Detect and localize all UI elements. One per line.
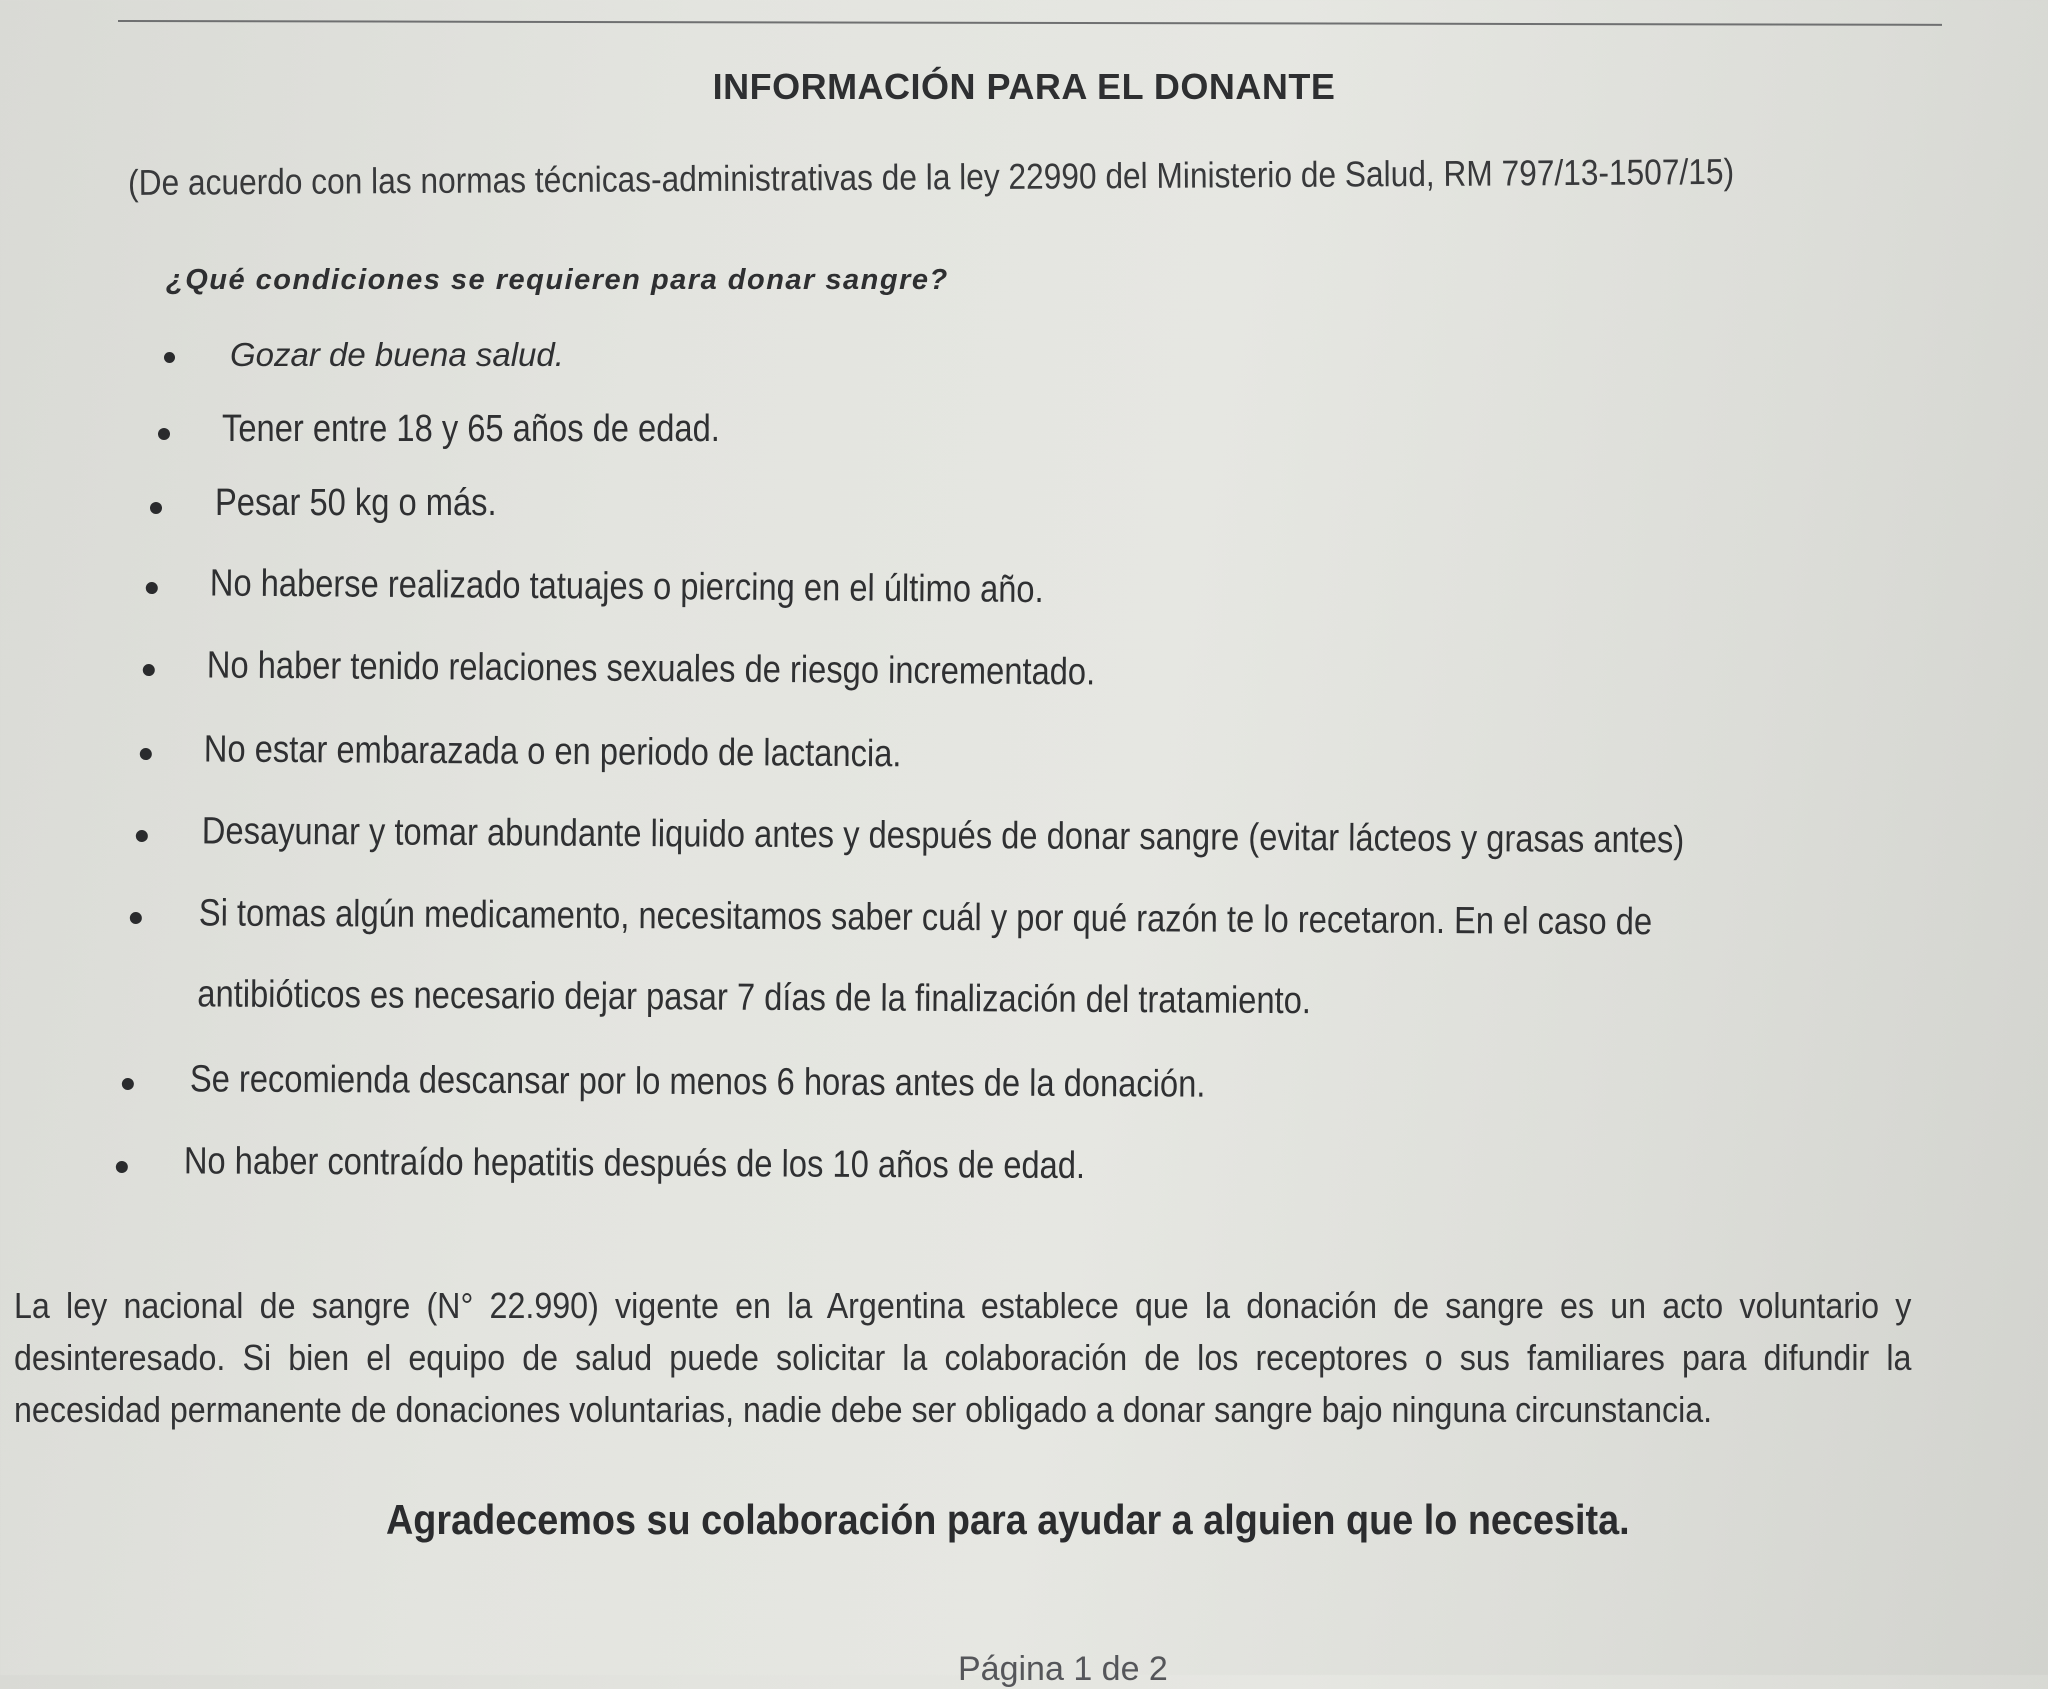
list-item-text: No haber tenido relaciones sexuales de riesgo incrementado. [206, 644, 1096, 694]
law-paragraph: La ley nacional de sangre (N° 22.990) vigente en la Argentina establece que la donación de sangre es un acto voluntario y desinteresado. Si bien el equipo de salud puede solicitar la colaboración de los receptores o sus familiares para difundir la necesidad permanente de donaciones voluntarias, nadie debe ser obligado a donar sangre bajo ninguna circunstancia. [14, 1285, 1912, 1430]
list-item [158, 408, 801, 451]
bullet-icon [130, 912, 142, 924]
document-title: INFORMACIÓN PARA EL DONANTE [712, 66, 1336, 107]
list-item [150, 482, 542, 525]
bullet-icon [158, 428, 170, 440]
list-item-text: Si tomas algún medicamento, necesitamos saber cuál y por qué razón te lo recetaron. En el caso de [198, 892, 1653, 944]
list-item-text: Tener entre 18 y 65 años de edad. [222, 408, 720, 450]
list-item-text-continued: antibióticos es necesario dejar pasar 7 días de la finalización del tratamiento. [197, 973, 1312, 1023]
bullet-icon [116, 1161, 128, 1173]
document-subtitle: (De acuerdo con las normas técnicas-administrativas de la ley 22990 del Ministerio de Salud, RM 797/13-1507/15) [128, 150, 1735, 203]
list-item-text: Desayunar y tomar abundante liquido antes y después de donar sangre (evitar lácteos y grasas antes) [201, 810, 1685, 862]
page-number: Página 1 de 2 [958, 1650, 1168, 1688]
list-item-text: No haber contraído hepatitis después de los 10 años de edad. [183, 1140, 1086, 1188]
list-item-text: Pesar 50 kg o más. [215, 482, 497, 524]
list-item [116, 1140, 1232, 1189]
list-item [136, 810, 1926, 864]
bullet-icon [122, 1078, 134, 1090]
list-item [143, 644, 1240, 696]
list-item-text: No estar embarazada o en periodo de lactancia. [203, 728, 902, 776]
top-divider [118, 20, 1942, 26]
requirements-question: ¿Qué condiciones se requieren para donar sangre? [166, 264, 949, 296]
list-item [122, 1058, 1371, 1108]
list-item-text: Gozar de buena salud. [230, 336, 564, 373]
bullet-icon [143, 664, 155, 676]
list-item-text: Se recomienda descansar por lo menos 6 horas antes de la donación. [189, 1058, 1206, 1106]
list-item [129, 892, 1889, 1027]
bullet-icon [164, 352, 175, 363]
bullet-icon [136, 830, 148, 842]
bullet-icon [150, 502, 162, 514]
list-item [146, 562, 1180, 613]
bullet-icon [146, 582, 158, 594]
list-item [164, 336, 564, 374]
list-item [140, 728, 1015, 777]
bullet-icon [140, 748, 152, 760]
thanks-message: Agradecemos su colaboración para ayudar a alguien que lo necesita. [386, 1496, 1630, 1543]
list-item-text: No haberse realizado tatuajes o piercing en el último año. [209, 562, 1044, 612]
